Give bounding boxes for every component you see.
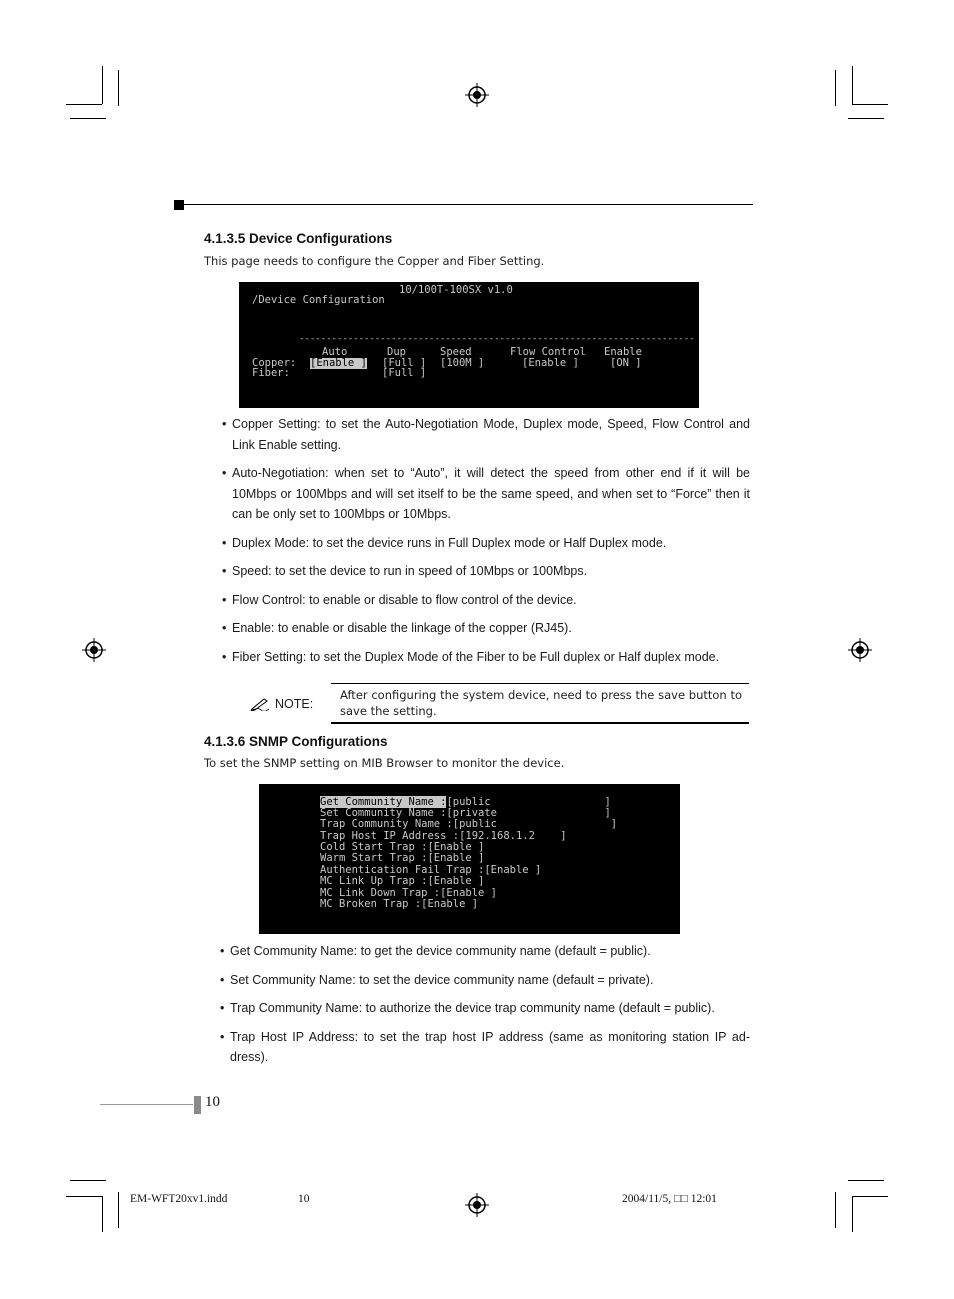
page-number-bar	[194, 1096, 201, 1114]
fiber-label: Fiber:	[252, 367, 290, 379]
list-item: • Speed: to set the device to run in speed of 10Mbps or 100Mbps.	[222, 561, 750, 582]
copper-label: Copper:	[252, 357, 297, 369]
get-community-field: Get Community Name :	[320, 796, 447, 808]
snmp-config-bullets	[220, 941, 750, 1068]
footer-datetime: 2004/11/5, □□ 12:01	[622, 1193, 717, 1205]
list-item: • Flow Control: to enable or disable to flow control of the device.	[222, 590, 750, 611]
registration-mark-icon	[465, 1193, 489, 1217]
registration-mark-icon	[82, 638, 106, 662]
registration-mark-icon	[465, 83, 489, 107]
snmp-config-screenshot	[259, 784, 680, 934]
snmp-line: Authentication Fail Trap :[Enable ]	[320, 864, 542, 876]
list-item: • Auto-Negotiation: when set to “Auto”, it will detect the speed from other end if it will be 10Mbps or 100Mbps and will set itself to be the same speed, and when set to “Force” then it can be only set to 100Mbps or 10Mbps.	[222, 463, 750, 525]
device-config-bullets	[222, 414, 750, 667]
header-rule	[176, 204, 753, 205]
snmp-line: Cold Start Trap :[Enable ]	[320, 841, 485, 853]
page-number: 10	[205, 1094, 220, 1110]
list-item: • Duplex Mode: to set the device runs in Full Duplex mode or Half Duplex mode.	[222, 533, 750, 554]
snmp-line: Set Community Name :[private ]	[320, 807, 611, 819]
list-item: • Set Community Name: to set the device community name (default = private).	[220, 970, 750, 991]
terminal-version: 10/100T-100SX v1.0	[399, 284, 513, 296]
terminal-path: /Device Configuration	[252, 294, 385, 306]
fiber-dup: [Full ]	[382, 367, 427, 379]
section-intro: To set the SNMP setting on MIB Browser to monitor the device.	[204, 756, 565, 770]
section-intro: This page needs to configure the Copper and Fiber Setting.	[204, 254, 545, 268]
col-dup: Dup	[387, 346, 406, 358]
page-number-rule	[100, 1104, 193, 1105]
registration-mark-icon	[848, 638, 872, 662]
note-label	[250, 697, 313, 711]
copper-speed: [100M ]	[440, 357, 485, 369]
header-square	[174, 200, 184, 210]
copper-flow: [Enable ]	[522, 357, 579, 369]
snmp-line: Get Community Name :[public ]	[320, 796, 611, 808]
copper-enable: [ON ]	[610, 357, 642, 369]
footer-page: 10	[298, 1193, 310, 1205]
device-config-screenshot	[239, 282, 699, 408]
list-item: • Enable: to enable or disable the linkage of the copper (RJ45).	[222, 618, 750, 639]
snmp-line: MC Link Down Trap :[Enable ]	[320, 887, 498, 899]
list-item: • Fiber Setting: to set the Duplex Mode of the Fiber to be Full duplex or Half duplex mode.	[222, 647, 750, 668]
snmp-line: Trap Community Name :[public ]	[320, 818, 618, 830]
copper-dup: [Full ]	[382, 357, 427, 369]
note-box	[331, 683, 749, 724]
col-speed: Speed	[440, 346, 472, 358]
snmp-line: Trap Host IP Address :[192.168.1.2 ]	[320, 830, 567, 842]
col-auto: Auto	[322, 346, 348, 358]
note-text: After configuring the system device, need to press the save button to save the setting.	[340, 688, 742, 718]
col-flow: Flow Control	[510, 346, 586, 358]
section-heading: 4.1.3.5 Device Configurations	[204, 231, 393, 246]
list-item: • Trap Host IP Address: to set the trap host IP address (same as monitoring station IP ad- dress).	[220, 1027, 750, 1068]
section-heading: 4.1.3.6 SNMP Configurations	[204, 734, 388, 749]
list-item: • Trap Community Name: to authorize the device trap community name (default = public).	[220, 998, 750, 1019]
copper-auto-field: [Enable ]	[310, 357, 367, 369]
snmp-line: MC Broken Trap :[Enable ]	[320, 898, 479, 910]
pencil-note-icon	[250, 697, 270, 711]
list-item: • Get Community Name: to get the device community name (default = public).	[220, 941, 750, 962]
list-item: • Copper Setting: to set the Auto-Negotiation Mode, Duplex mode, Speed, Flow Control and Link Enable setting.	[222, 414, 750, 455]
note-label-text: NOTE:	[275, 697, 314, 711]
footer-filename: EM-WFT20xv1.indd	[130, 1193, 228, 1205]
snmp-line: MC Link Up Trap :[Enable ]	[320, 875, 485, 887]
snmp-line: Warm Start Trap :[Enable ]	[320, 852, 485, 864]
terminal-divider: -------------------------------------------------------------------------	[299, 334, 695, 344]
col-enable: Enable	[604, 346, 642, 358]
